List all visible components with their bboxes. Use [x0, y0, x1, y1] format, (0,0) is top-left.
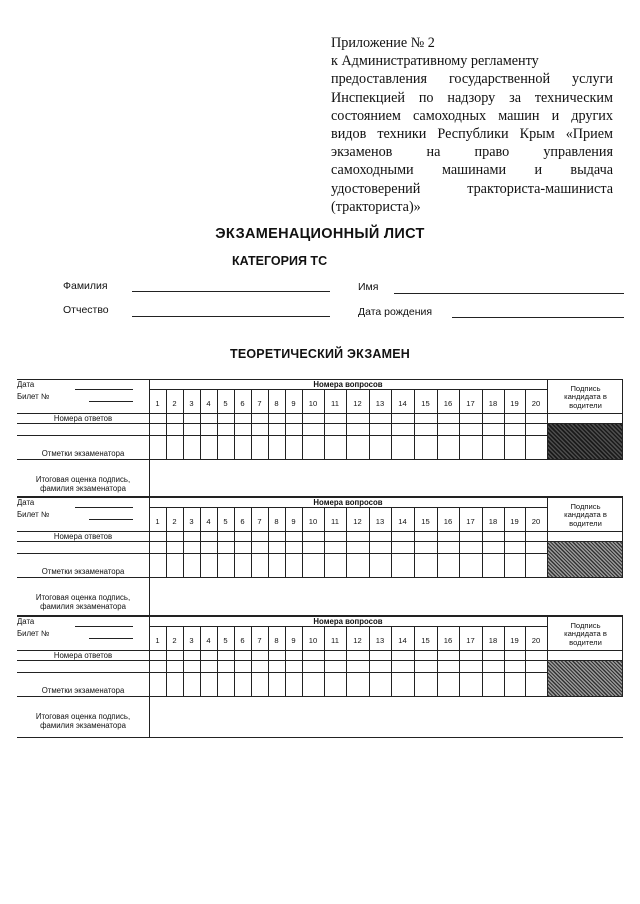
question-number: 13	[375, 636, 385, 645]
question-number: 20	[531, 517, 541, 526]
appendix-line: Приложение № 2	[331, 35, 435, 51]
block-divider	[149, 379, 150, 497]
ticket-line[interactable]	[89, 638, 133, 639]
question-number: 11	[331, 636, 339, 645]
signature-line: кандидата в	[564, 392, 607, 402]
question-number: 6	[240, 517, 245, 526]
question-number: 18	[488, 399, 498, 408]
block-divider	[149, 616, 150, 738]
ticket-line[interactable]	[89, 519, 133, 520]
questions-subline	[149, 507, 547, 508]
theory-exam-title: ТЕОРЕТИЧЕСКИЙ ЭКЗАМЕН	[229, 347, 411, 361]
signature-line: Подпись	[570, 384, 601, 393]
question-number: 20	[531, 636, 541, 645]
question-number: 6	[240, 399, 245, 408]
question-number: 17	[466, 517, 475, 526]
question-number: 3	[189, 636, 194, 645]
questions-header: Номера вопросов	[313, 380, 383, 389]
question-number: 19	[510, 517, 519, 526]
question-number: 10	[308, 636, 318, 645]
name-label: Имя	[358, 281, 379, 293]
questions-subline	[149, 626, 547, 627]
question-number: 1	[155, 636, 160, 645]
birthdate-label: Дата рождения	[358, 306, 433, 318]
question-number: 5	[223, 399, 228, 408]
patronymic-label: Отчество	[63, 304, 109, 316]
block-divider	[149, 497, 150, 616]
signature-header	[548, 503, 623, 528]
questions-header: Номера вопросов	[313, 498, 383, 507]
signature-line: Подпись	[570, 621, 601, 630]
appendix-line: видов техники Республики Крым «Прием	[331, 126, 613, 143]
date-line[interactable]	[75, 626, 133, 627]
date-label: Дата	[17, 380, 35, 389]
patronymic-line[interactable]	[132, 316, 330, 317]
date-line[interactable]	[75, 507, 133, 508]
category-label: КАТЕГОРИЯ ТС	[232, 254, 328, 268]
surname-label: Фамилия	[63, 280, 108, 292]
question-number: 9	[291, 517, 296, 526]
signature-box[interactable]	[548, 542, 622, 577]
question-number: 11	[331, 517, 339, 526]
question-number: 5	[223, 636, 228, 645]
surname-line[interactable]	[132, 291, 330, 292]
question-number: 5	[223, 517, 228, 526]
ticket-label: Билет №	[17, 392, 50, 401]
question-number: 7	[257, 636, 262, 645]
name-line[interactable]	[394, 293, 624, 294]
question-number: 16	[443, 517, 453, 526]
question-number: 18	[488, 636, 498, 645]
question-number: 3	[189, 517, 194, 526]
signature-header	[548, 622, 623, 647]
row-line	[17, 660, 623, 661]
examiner-marks-label: Отметки экзаменатора	[41, 567, 125, 576]
signature-line: кандидата в	[564, 629, 607, 639]
question-number: 8	[274, 517, 279, 526]
row-line	[17, 553, 623, 554]
row-line	[17, 459, 623, 460]
question-number: 7	[257, 517, 262, 526]
appendix-line: Инспекцией по надзору за техническим	[331, 89, 613, 106]
exam-block	[17, 379, 623, 497]
question-number: 14	[398, 636, 407, 645]
appendix-line: предоставления государственной услуги	[331, 71, 613, 88]
question-number: 9	[291, 636, 296, 645]
question-number: 2	[172, 636, 177, 645]
row-line	[17, 696, 623, 697]
final-grade-label: Итоговая оценка подпись,	[35, 475, 131, 484]
examiner-name-label: фамилия экзаменатора	[40, 721, 126, 730]
question-number: 13	[375, 399, 385, 408]
row-line	[17, 435, 623, 436]
exam-block	[17, 497, 623, 616]
question-number: 12	[353, 399, 362, 408]
appendix-line: самоходными машинами и выдача	[331, 162, 613, 179]
date-line[interactable]	[75, 389, 133, 390]
question-number: 18	[488, 517, 498, 526]
question-number: 2	[172, 399, 177, 408]
question-number: 17	[466, 399, 475, 408]
appendix-note	[331, 34, 613, 216]
row-line	[17, 672, 623, 673]
question-number: 6	[240, 636, 245, 645]
question-number: 15	[421, 636, 430, 645]
appendix-line: экзаменов на право управления	[331, 144, 613, 161]
question-number: 2	[172, 517, 177, 526]
examiner-name-label: фамилия экзаменатора	[40, 484, 126, 493]
question-number: 16	[443, 636, 453, 645]
final-grade-label: Итоговая оценка подпись,	[35, 712, 131, 721]
question-number: 8	[274, 636, 279, 645]
question-number: 8	[274, 399, 279, 408]
ticket-label: Билет №	[17, 629, 50, 638]
question-number: 3	[189, 399, 194, 408]
examiner-marks-label: Отметки экзаменатора	[41, 686, 125, 695]
question-number: 10	[308, 399, 318, 408]
signature-line: водители	[569, 518, 602, 528]
question-number: 1	[155, 517, 160, 526]
signature-line: кандидата в	[564, 510, 607, 520]
answers-label: Номера ответов	[53, 532, 113, 541]
question-number: 16	[443, 399, 453, 408]
signature-box[interactable]	[548, 661, 622, 696]
page-title: ЭКЗАМЕНАЦИОННЫЙ ЛИСТ	[215, 226, 425, 242]
question-number: 15	[421, 517, 430, 526]
signature-line: водители	[569, 637, 602, 647]
question-number: 13	[375, 517, 385, 526]
examiner-name-label: фамилия экзаменатора	[40, 602, 126, 611]
appendix-line: состоянием самоходных машин и других	[331, 107, 613, 124]
question-number: 10	[308, 517, 318, 526]
signature-line: водители	[569, 400, 602, 410]
signature-box[interactable]	[548, 424, 622, 459]
ticket-label: Билет №	[17, 510, 50, 519]
question-number: 4	[206, 517, 211, 526]
questions-subline	[149, 389, 547, 390]
row-line	[17, 541, 623, 542]
appendix-line: (тракториста)»	[331, 198, 421, 215]
final-grade-label: Итоговая оценка подпись,	[35, 593, 131, 602]
question-number: 19	[510, 399, 519, 408]
signature-line: Подпись	[570, 502, 601, 511]
row-line	[17, 577, 623, 578]
question-number: 20	[531, 399, 541, 408]
question-number: 14	[398, 399, 407, 408]
question-number: 19	[510, 636, 519, 645]
question-number: 4	[206, 636, 211, 645]
answers-label: Номера ответов	[53, 651, 113, 660]
signature-header	[548, 385, 623, 410]
question-number: 1	[155, 399, 160, 408]
answers-label: Номера ответов	[53, 414, 113, 423]
question-number: 9	[291, 399, 296, 408]
question-number: 14	[398, 517, 407, 526]
question-number: 7	[257, 399, 262, 408]
question-number: 11	[331, 399, 339, 408]
block-bottom-line	[17, 737, 623, 738]
date-label: Дата	[17, 498, 35, 507]
question-number: 17	[466, 636, 475, 645]
ticket-line[interactable]	[89, 401, 133, 402]
questions-header: Номера вопросов	[313, 617, 383, 626]
examiner-marks-label: Отметки экзаменатора	[41, 449, 125, 458]
appendix-line: удостоверений тракториста-машиниста	[331, 180, 613, 197]
date-label: Дата	[17, 617, 35, 626]
row-line	[17, 423, 623, 424]
appendix-line: к Административному регламенту	[331, 53, 539, 70]
question-number: 4	[206, 399, 211, 408]
question-number: 12	[353, 636, 362, 645]
birthdate-line[interactable]	[452, 317, 624, 318]
question-number: 12	[353, 517, 362, 526]
question-number: 15	[421, 399, 430, 408]
exam-block	[17, 616, 623, 738]
